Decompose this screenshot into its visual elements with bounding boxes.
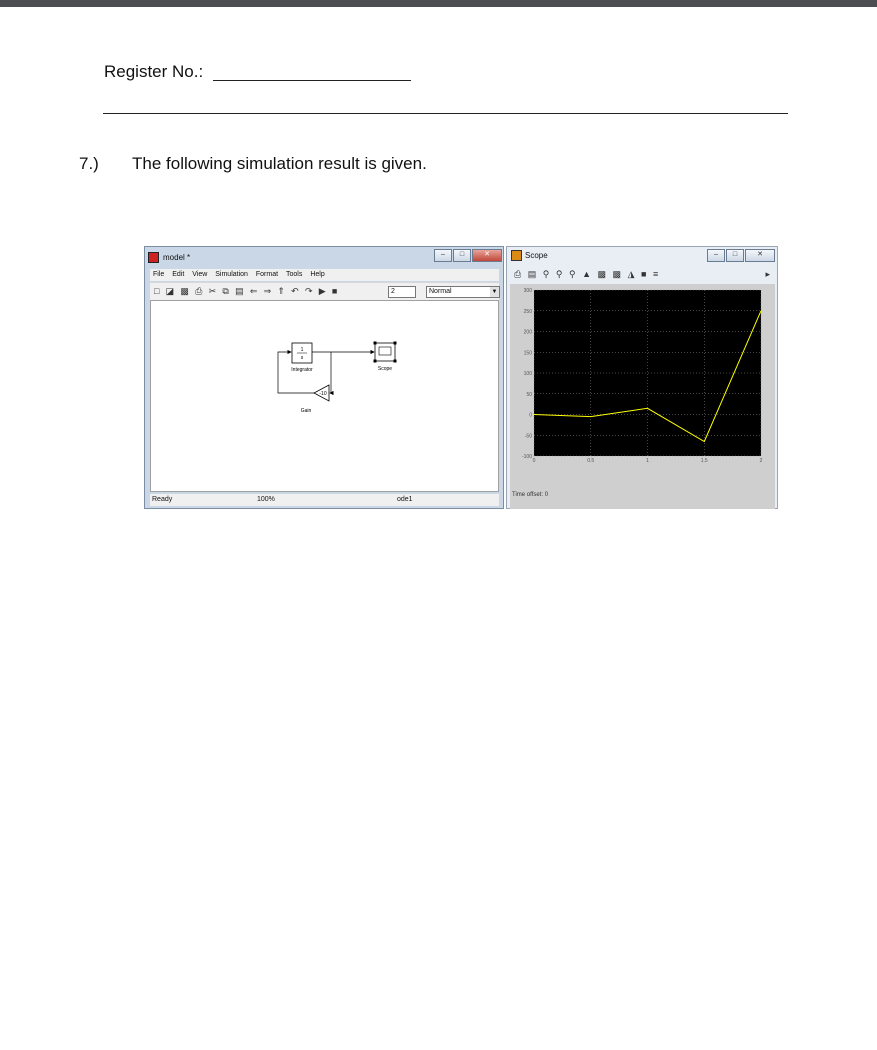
menu-tools[interactable]: Tools [286, 271, 303, 278]
scope-screen-icon [379, 347, 391, 355]
simulation-screenshot [144, 244, 778, 511]
copy-icon[interactable]: ⧉ [222, 286, 229, 296]
save-icon[interactable]: ▩ [180, 286, 189, 296]
x-tick-label: 1 [646, 458, 649, 464]
question-number: 7.) [79, 154, 99, 173]
scope-handle [394, 360, 397, 363]
gain-value: -10 [319, 391, 327, 397]
simulation-mode-select[interactable] [426, 286, 500, 298]
simulink-icon [148, 252, 159, 263]
stop-icon[interactable]: ■ [331, 286, 338, 296]
menu-file[interactable]: File [153, 271, 165, 278]
menu-edit[interactable]: Edit [172, 271, 185, 278]
y-tick-label: -100 [521, 454, 532, 460]
x-tick-label: 2 [759, 458, 763, 464]
menu-view[interactable]: View [192, 271, 208, 278]
model-window-title: model * [163, 253, 191, 262]
question-text: The following simulation result is given. [132, 154, 427, 173]
menu-format[interactable]: Format [255, 271, 279, 278]
y-tick-label: 100 [523, 371, 532, 377]
integrator-label: Integrator [291, 367, 313, 373]
minimize-button[interactable]: – [434, 249, 452, 262]
model-canvas[interactable] [150, 300, 499, 492]
scope-plot-area [510, 284, 775, 509]
y-tick-label: 150 [523, 350, 532, 357]
scope-window-title-bar [511, 250, 548, 262]
zoom-icon[interactable]: ⚲ [542, 269, 550, 279]
status-state: Ready [152, 496, 173, 503]
model-menu-bar [150, 269, 499, 281]
parameters-icon[interactable]: ▤ [527, 269, 537, 279]
viewer-top-bar [0, 0, 877, 7]
x-tick-label: 0.5 [587, 458, 595, 464]
maximize-button[interactable]: □ [453, 249, 471, 262]
run-icon[interactable]: ▶ [318, 286, 326, 296]
restore-axes-icon[interactable]: ▩ [612, 269, 622, 279]
undo-icon[interactable]: ↶ [291, 286, 299, 296]
zoom-y-icon[interactable]: ⚲ [568, 269, 576, 279]
signal-selector-icon[interactable]: ≡ [652, 269, 659, 279]
gain-label: Gain [300, 408, 312, 414]
feedback-line[interactable] [330, 352, 331, 393]
scope-handle [394, 342, 397, 345]
y-tick-label: 50 [526, 391, 532, 398]
scope-toolbar [510, 267, 774, 281]
minimize-button[interactable]: – [707, 249, 725, 262]
y-tick-label: -50 [524, 433, 532, 440]
x-tick-label: 0 [532, 458, 536, 464]
scope-chart [510, 284, 775, 489]
scope-handle [374, 360, 377, 363]
scope-label: Scope [377, 366, 393, 372]
maximize-button[interactable]: □ [726, 249, 744, 262]
integrator-denominator: s [300, 355, 304, 361]
stop-time-field[interactable]: 2 [388, 286, 416, 298]
redo-icon[interactable]: ↷ [304, 286, 313, 296]
scope-window-controls [707, 249, 775, 262]
forward-arrow-icon[interactable]: ⇒ [263, 286, 272, 296]
y-tick-label: 250 [523, 308, 532, 315]
print-icon[interactable]: ⎙ [514, 269, 522, 279]
model-status-bar [150, 494, 499, 506]
status-zoom: 100% [257, 496, 275, 503]
model-window [144, 246, 504, 509]
autoscale-icon[interactable]: ▲ [582, 269, 591, 279]
paste-icon[interactable]: ▤ [235, 286, 244, 296]
toolbar-overflow-icon[interactable]: ▸ [765, 269, 770, 279]
y-tick-label: 0 [529, 412, 532, 419]
scope-window-title: Scope [525, 251, 548, 260]
x-tick-label: 1.5 [700, 458, 708, 464]
lock-icon[interactable]: ■ [641, 269, 647, 279]
block-diagram [151, 301, 498, 491]
header-rule [103, 113, 788, 114]
menu-simulation[interactable]: Simulation [215, 271, 248, 278]
up-arrow-icon[interactable]: ⇑ [277, 286, 285, 296]
simulation-mode-value: Normal [429, 288, 452, 295]
scope-app-icon [511, 250, 522, 261]
open-folder-icon[interactable]: ◪ [165, 286, 175, 296]
time-offset-value: 0 [544, 492, 549, 498]
print-icon[interactable]: ⎙ [195, 286, 203, 296]
scope-handle [374, 342, 377, 345]
dropdown-arrow-icon[interactable]: ▼ [491, 289, 498, 295]
register-label: Register No.: [104, 62, 204, 81]
status-solver: ode1 [397, 496, 413, 503]
integrator-numerator: 1 [300, 347, 304, 353]
cut-icon[interactable]: ✂ [208, 286, 217, 296]
register-blank-line [213, 80, 411, 81]
time-offset [512, 492, 548, 498]
y-tick-label: 300 [523, 288, 532, 294]
new-file-icon[interactable]: □ [154, 286, 160, 296]
y-tick-label: 200 [523, 329, 532, 336]
back-arrow-icon[interactable]: ⇐ [249, 286, 258, 296]
menu-help[interactable]: Help [310, 271, 325, 278]
model-window-controls [434, 249, 502, 262]
close-button[interactable]: ✕ [472, 249, 502, 262]
floating-scope-icon[interactable]: ◮ [627, 269, 635, 279]
save-axes-icon[interactable]: ▩ [597, 269, 607, 279]
model-toolbar [150, 282, 499, 300]
close-button[interactable]: ✕ [745, 249, 775, 262]
zoom-x-icon[interactable]: ⚲ [555, 269, 563, 279]
scope-window [506, 246, 778, 509]
time-offset-label: Time offset: [512, 492, 544, 498]
